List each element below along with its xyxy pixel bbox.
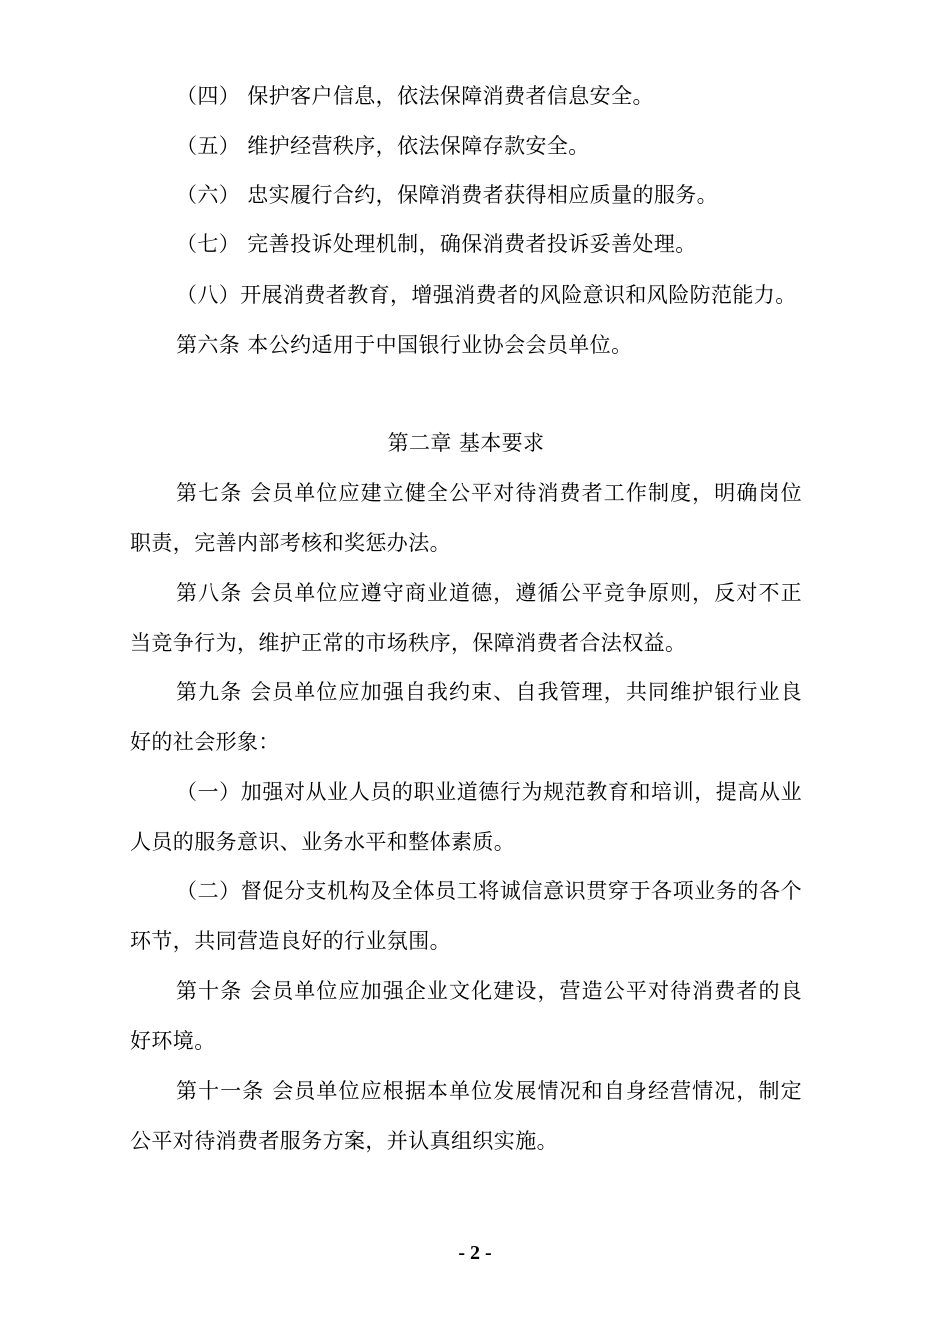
- paragraph-item-7: （七） 完善投诉处理机制，确保消费者投诉妥善处理。: [176, 232, 697, 256]
- paragraph-item-2: （二）督促分支机构及全体员工将诚信意识贯穿于各项业务的各个环节，共同营造良好的行业氛围。: [130, 879, 802, 953]
- paragraph-article-8: 第八条 会员单位应遵守商业道德，遵循公平竞争原则，反对不正当竞争行为，维护正常的市场秩序，保障消费者合法权益。: [130, 581, 802, 655]
- paragraph-article-9: 第九条 会员单位应加强自我约束、自我管理，共同维护银行业良好的社会形象：: [130, 680, 802, 754]
- paragraph-article-6: 第六条 本公约适用于中国银行业协会会员单位。: [176, 333, 633, 357]
- paragraph-item-1: （一）加强对从业人员的职业道德行为规范教育和培训，提高从业人员的服务意识、业务水平和整体素质。: [130, 780, 802, 854]
- page-number: - 2 -: [458, 1242, 492, 1264]
- paragraph-item-6: （六） 忠实履行合约，保障消费者获得相应质量的服务。: [176, 183, 719, 207]
- paragraph-article-10: 第十条 会员单位应加强企业文化建设，营造公平对待消费者的良好环境。: [130, 979, 802, 1053]
- paragraph-item-5: （五） 维护经营秩序，依法保障存款安全。: [176, 134, 590, 158]
- chapter-title: 第二章 基本要求: [387, 431, 545, 455]
- paragraph-item-4: （四） 保护客户信息，依法保障消费者信息安全。: [176, 84, 654, 108]
- paragraph-article-11: 第十一条 会员单位应根据本单位发展情况和自身经营情况，制定公平对待消费者服务方案，并认真组织实施。: [130, 1079, 802, 1153]
- paragraph-article-7: 第七条 会员单位应建立健全公平对待消费者工作制度，明确岗位职责，完善内部考核和奖惩办法。: [130, 481, 802, 555]
- paragraph-item-8: （八）开展消费者教育，增强消费者的风险意识和风险防范能力。: [176, 283, 797, 307]
